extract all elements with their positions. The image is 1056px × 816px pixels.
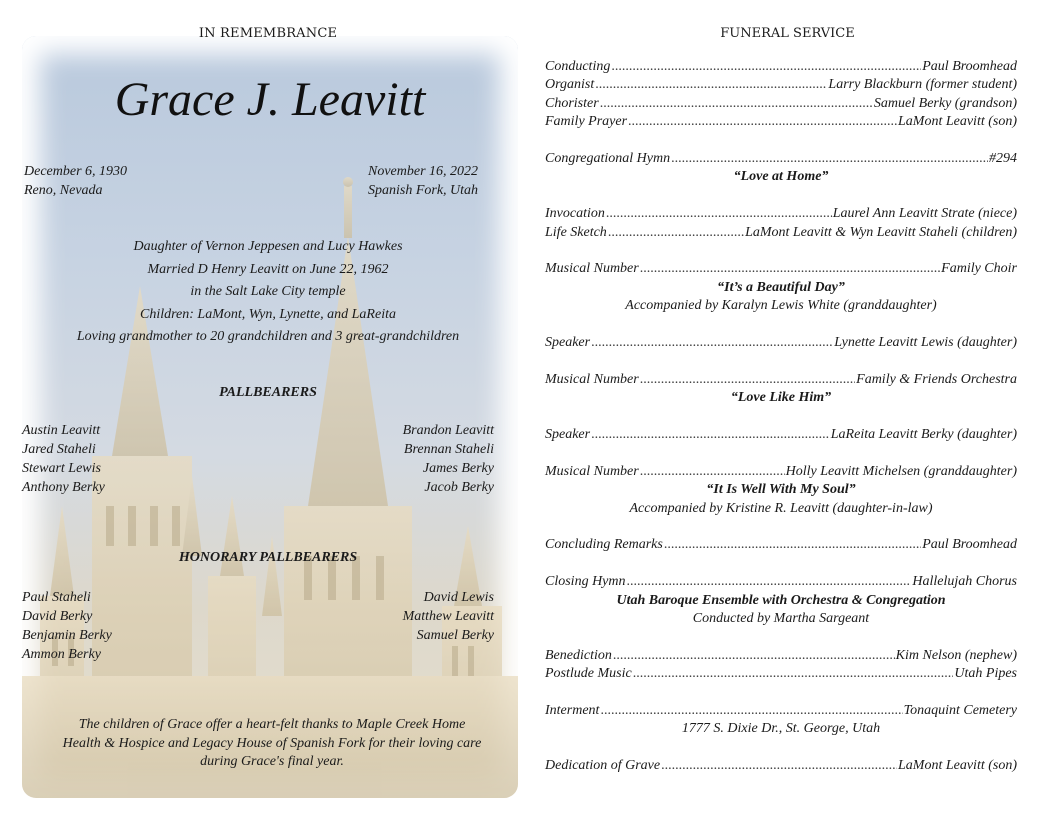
deceased-name: Grace J. Leavitt — [114, 73, 426, 126]
program-role: Speaker — [545, 335, 591, 351]
dot-leader — [633, 665, 954, 683]
honorary-right-column — [294, 588, 494, 645]
song-title: “It’s a Beautiful Day” — [717, 279, 845, 295]
dot-leader — [640, 371, 855, 389]
bio-line: Married D Henry Leavitt on June 22, 1962 — [147, 261, 389, 277]
song-title: “It Is Well With My Soul” — [706, 482, 856, 498]
program-person: Utah Pipes — [954, 666, 1017, 682]
bio-line: Daughter of Vernon Jeppesen and Lucy Hawkes — [133, 239, 403, 254]
program-role: Conducting — [545, 59, 611, 74]
program-place: Tonaquint Cemetery — [903, 703, 1017, 719]
program-role: Musical Number — [545, 371, 639, 387]
program-role: Life Sketch — [545, 224, 607, 240]
program-role: Invocation — [545, 206, 605, 222]
song-title: “Love at Home” — [733, 169, 829, 185]
program-item-chorister — [545, 95, 1017, 113]
dot-leader — [671, 150, 988, 168]
program-role: Closing Hymn — [545, 574, 626, 590]
conductor-note: Conducted by Martha Sargeant — [692, 611, 870, 627]
funeral-service-heading: FUNERAL SERVICE — [720, 26, 855, 41]
program-role: Dedication of Grave — [545, 758, 661, 774]
program-role: Musical Number — [545, 261, 639, 277]
dot-leader — [608, 224, 744, 242]
dot-leader — [640, 260, 940, 278]
program-person: Kim Nelson (nephew) — [895, 647, 1017, 663]
thank-you-note — [22, 716, 522, 772]
program-role: Organist — [545, 77, 595, 93]
death-info — [368, 162, 478, 200]
program-person: LaMont Leavitt (son) — [898, 114, 1017, 130]
program-person: Family Choir — [941, 261, 1017, 277]
program-person: Larry Blackburn (former student) — [828, 77, 1017, 93]
cemetery-address: 1777 S. Dixie Dr., St. George, Utah — [681, 721, 881, 737]
program-role: Speaker — [545, 427, 591, 443]
thanks-line: The children of Grace offer a heart-felt thanks to Maple Creek Home — [78, 717, 466, 732]
program-person: LaMont Leavitt & Wyn Leavitt Staheli (children) — [745, 224, 1017, 240]
pallbearer-name: Brennan Staheli — [403, 442, 494, 457]
hymn-number: #294 — [989, 151, 1017, 167]
program-person: Laurel Ann Leavitt Strate (niece) — [832, 206, 1017, 222]
pallbearer-name: Jared Staheli — [22, 442, 96, 457]
honorary-pallbearer-name: Matthew Leavitt — [402, 609, 494, 624]
program-item-musical-number — [545, 371, 1017, 389]
honorary-pallbearer-name: Ammon Berky — [22, 647, 101, 662]
program-person: Paul Broomhead — [922, 537, 1017, 553]
dot-leader — [595, 76, 827, 94]
honorary-pallbearers-heading: HONORARY PALLBEARERS — [178, 550, 358, 565]
dot-leader — [591, 334, 833, 352]
dot-leader — [613, 647, 895, 665]
program-role: Concluding Remarks — [545, 537, 663, 553]
program-person: LaMont Leavitt (son) — [898, 758, 1017, 774]
program-item-invocation — [545, 205, 1017, 223]
birth-info — [24, 162, 127, 200]
pallbearers-heading: PALLBEARERS — [219, 385, 317, 400]
pallbearer-name: Brandon Leavitt — [402, 423, 494, 438]
program-role: Family Prayer — [545, 114, 628, 130]
program-person: Samuel Berky (grandson) — [873, 95, 1017, 111]
honorary-pallbearer-name: Paul Staheli — [22, 590, 91, 605]
program-person: Paul Broomhead — [922, 59, 1017, 74]
birth-date: December 6, 1930 — [24, 164, 128, 179]
honorary-pallbearer-name: David Berky — [22, 609, 93, 624]
dot-leader — [628, 113, 897, 131]
program-person: Lynette Leavitt Lewis (daughter) — [834, 335, 1017, 351]
program-item-organist — [545, 76, 1017, 94]
death-place: Spanish Fork, Utah — [368, 183, 479, 198]
program-item-congregational-hymn — [545, 150, 1017, 168]
dot-leader — [591, 426, 830, 444]
program-role: Chorister — [545, 95, 599, 111]
thanks-line: Health & Hospice and Legacy House of Spanish Fork for their loving care — [62, 735, 482, 751]
program-item-dedication-of-grave — [545, 757, 1017, 775]
honorary-pallbearer-name: David Lewis — [423, 590, 494, 605]
program-item-postlude-music — [545, 665, 1017, 683]
bio-line: Children: LaMont, Wyn, Lynette, and LaReita — [140, 306, 396, 322]
dot-leader — [600, 95, 873, 113]
pallbearers-right-list — [294, 421, 494, 497]
pallbearers-left-column — [22, 421, 105, 497]
honorary-pallbearer-name: Benjamin Berky — [22, 628, 112, 643]
dot-leader — [611, 58, 921, 76]
honorary-pallbearer-name: Samuel Berky — [416, 628, 494, 643]
program-item-life-sketch — [545, 224, 1017, 242]
program-item-speaker — [545, 426, 1017, 444]
program-item-family-prayer — [545, 113, 1017, 131]
program-item-conducting — [545, 58, 1017, 76]
pallbearer-name: Jacob Berky — [424, 480, 494, 495]
program-role: Musical Number — [545, 463, 639, 479]
accompaniment-note: Accompanied by Kristine R. Leavitt (daughter-in-law) — [629, 500, 933, 516]
program-role: Postlude Music — [545, 666, 632, 682]
program-item-benediction — [545, 647, 1017, 665]
accompaniment-note: Accompanied by Karalyn Lewis White (granddaughter) — [625, 298, 937, 314]
thanks-line: during Grace's final year. — [200, 754, 344, 769]
song-title: “Love Like Him” — [730, 390, 832, 406]
pallbearer-name: Stewart Lewis — [22, 461, 101, 476]
in-remembrance-heading: IN REMEMBRANCE — [198, 26, 338, 41]
dot-leader — [600, 702, 902, 720]
pallbearer-name: Anthony Berky — [22, 480, 105, 495]
honorary-left-column — [22, 588, 112, 664]
bio-line: Loving grandmother to 20 grandchildren and 3 great-grandchildren — [76, 329, 460, 344]
program-person: Family & Friends Orchestra — [856, 371, 1017, 387]
program-item-closing-hymn — [545, 573, 1017, 591]
pallbearer-name: James Berky — [422, 461, 494, 476]
dot-leader — [664, 536, 921, 554]
program-item-musical-number — [545, 260, 1017, 278]
program-item-concluding-remarks — [545, 536, 1017, 554]
program-role: Congregational Hymn — [545, 151, 671, 167]
program-item-musical-number — [545, 463, 1017, 481]
program-item-speaker — [545, 334, 1017, 352]
service-program — [545, 58, 1017, 776]
dot-leader — [661, 757, 897, 775]
dot-leader — [640, 463, 785, 481]
bio-line: in the Salt Lake City temple — [190, 284, 346, 299]
program-item-interment — [545, 702, 1017, 720]
program-person: LaReita Leavitt Berky (daughter) — [830, 427, 1017, 443]
death-date: November 16, 2022 — [368, 164, 479, 179]
dot-leader — [627, 573, 912, 591]
temple-background-image — [22, 36, 518, 798]
ensemble-name: Utah Baroque Ensemble with Orchestra & Congregation — [616, 592, 946, 608]
program-role: Benediction — [545, 647, 612, 663]
dot-leader — [606, 205, 832, 223]
program-role: Interment — [545, 703, 600, 719]
program-person: Holly Leavitt Michelsen (granddaughter) — [785, 463, 1017, 479]
biography — [0, 236, 536, 349]
program-person: Hallelujah Chorus — [912, 574, 1017, 590]
birth-place: Reno, Nevada — [24, 183, 103, 198]
pallbearer-name: Austin Leavitt — [22, 423, 101, 438]
